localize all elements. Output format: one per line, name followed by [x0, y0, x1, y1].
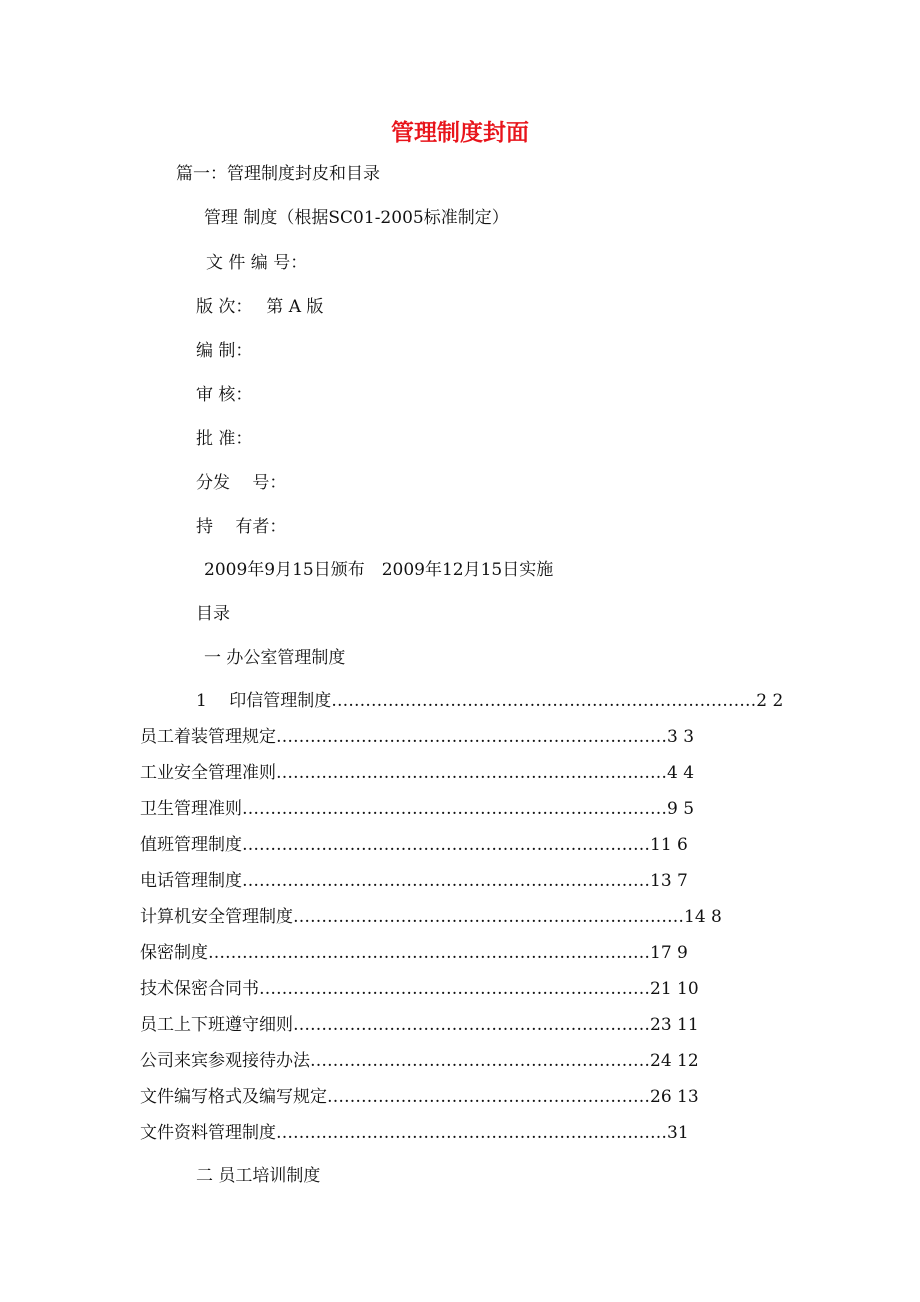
toc-entry — [140, 905, 722, 929]
toc-entry-label: 电话管理制度 — [140, 871, 242, 891]
section-heading-training: 二 员工培训制度 — [196, 1166, 321, 1186]
toc-entry — [140, 725, 694, 749]
toc-entry-label: 员工上下班遵守细则 — [140, 1015, 293, 1035]
toc-entry-label: 技术保密合同书 — [140, 979, 259, 999]
toc-entry-leader: ………………………………………………… — [327, 1087, 650, 1107]
toc-entry-pages: 26 13 — [650, 1087, 699, 1107]
field-doc-number: 文 件 编 号： — [206, 253, 308, 273]
toc-entry-leader: …………………………………………………… — [310, 1051, 650, 1071]
field-compiler: 编 制： — [196, 341, 253, 361]
toc-entry-pages: 23 11 — [650, 1015, 699, 1035]
toc-entry — [140, 797, 694, 821]
chapter-heading: 篇一：管理制度封皮和目录 — [176, 164, 380, 184]
toc-entry-pages: 4 4 — [667, 763, 695, 783]
toc-entry — [140, 1013, 699, 1037]
toc-entry-leader: ……………………………………………………………… — [242, 871, 650, 891]
toc-entry-leader: …………………………………………………………………… — [208, 943, 650, 963]
field-holder: 持 有者： — [196, 517, 287, 537]
toc-entry-label: 工业安全管理准则 — [140, 763, 276, 783]
toc-entry-leader: …………………………………………………………… — [276, 763, 667, 783]
toc-entry — [140, 1049, 699, 1073]
page-title: 管理制度封面 — [391, 120, 529, 146]
toc-entry-leader: …………………………………………………………… — [276, 1123, 667, 1143]
toc-entry-leader: …………………………………………………………… — [259, 979, 650, 999]
toc-entry-leader: ………………………………………………………………… — [242, 799, 667, 819]
toc-entry-pages: 13 7 — [650, 871, 688, 891]
toc-entry — [140, 941, 688, 965]
toc-entry — [140, 833, 688, 857]
toc-entry-leader: ………………………………………………………………… — [331, 691, 757, 711]
toc-entry-leader: …………………………………………………………… — [276, 727, 667, 747]
toc-entry-pages: 31 — [667, 1123, 689, 1143]
toc-entry-pages: 11 6 — [650, 835, 688, 855]
toc-entry-label: 文件编写格式及编写规定 — [140, 1087, 327, 1107]
toc-entry — [196, 689, 783, 713]
toc-entry-label: 卫生管理准则 — [140, 799, 242, 819]
toc-entry-label: 1 印信管理制度 — [196, 691, 332, 711]
toc-entry-pages: 21 10 — [650, 979, 699, 999]
toc-entry-leader: ……………………………………………………………… — [242, 835, 650, 855]
toc-entry-pages: 3 3 — [667, 727, 695, 747]
toc-entry-pages: 9 5 — [667, 799, 695, 819]
toc-entry-label: 文件资料管理制度 — [140, 1123, 276, 1143]
field-distribution-number: 分发 号： — [196, 473, 287, 493]
toc-entry — [140, 869, 688, 893]
toc-entry-label: 值班管理制度 — [140, 835, 242, 855]
toc-entry-label: 公司来宾参观接待办法 — [140, 1051, 310, 1071]
toc-entry-pages: 2 2 — [756, 691, 784, 711]
toc-entry-leader: ……………………………………………………… — [293, 1015, 650, 1035]
toc-entry-pages: 17 9 — [650, 943, 688, 963]
toc-entry — [140, 977, 699, 1001]
toc-entry — [140, 1121, 689, 1145]
toc-entry-label: 员工着装管理规定 — [140, 727, 276, 747]
toc-entry — [140, 1085, 699, 1109]
toc-heading: 目录 — [196, 604, 230, 624]
field-reviewer: 审 核： — [196, 385, 253, 405]
issue-dates: 2009年9月15日颁布 2009年12月15日实施 — [204, 560, 554, 580]
document-subtitle: 管理 制度（根据SC01-2005标准制定） — [204, 208, 509, 228]
toc-entry-pages: 24 12 — [650, 1051, 699, 1071]
field-edition: 版 次： 第 A 版 — [196, 297, 324, 317]
toc-entry-pages: 14 8 — [684, 907, 722, 927]
toc-entry-leader: …………………………………………………………… — [293, 907, 684, 927]
toc-entry-label: 保密制度 — [140, 943, 208, 963]
toc-entry-label: 计算机安全管理制度 — [140, 907, 293, 927]
toc-entry — [140, 761, 694, 785]
field-approver: 批 准： — [196, 429, 253, 449]
section-heading-office: 一 办公室管理制度 — [204, 648, 346, 668]
